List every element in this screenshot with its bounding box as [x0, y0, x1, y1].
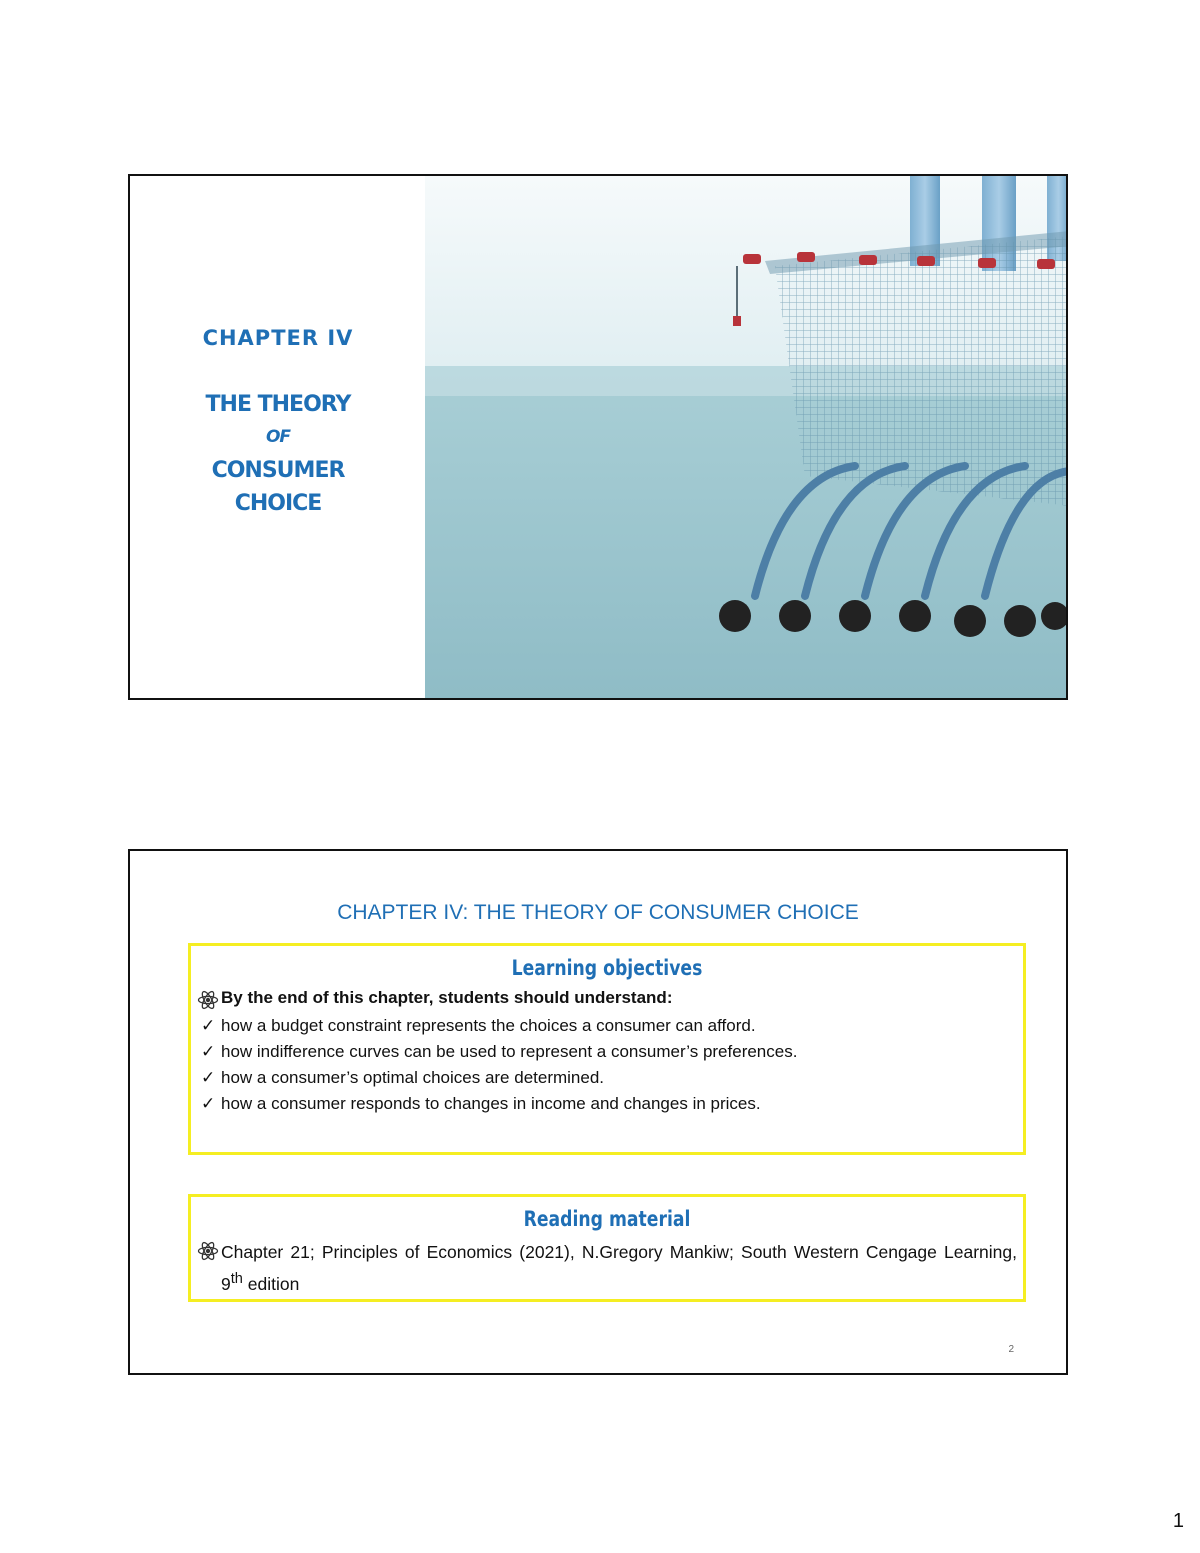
slide-number: 2 [1008, 1344, 1014, 1355]
check-icon: ✓ [201, 1042, 216, 1061]
reading-material-box [188, 1194, 1026, 1302]
learning-objectives-heading: Learning objectives [511, 956, 703, 980]
title-line-3: CONSUMER [211, 458, 345, 483]
intro-row [197, 988, 1017, 1011]
objectives-list [201, 1013, 1017, 1117]
slide-title: CHAPTER IV: THE THEORY OF CONSUMER CHOICE [337, 901, 859, 924]
title-line-1: THE THEORY [205, 392, 351, 417]
title-line-2: OF [265, 427, 291, 447]
check-icon: ✓ [201, 1094, 216, 1113]
list-item: ✓ how a consumer’s optimal choices are determined. [201, 1065, 1017, 1091]
list-item: ✓ how indifference curves can be used to represent a consumer’s preferences. [201, 1039, 1017, 1065]
learning-objectives-box [188, 943, 1026, 1155]
objectives-slide [128, 849, 1068, 1375]
title-slide [128, 174, 1068, 700]
title-line-4: CHOICE [234, 491, 322, 516]
reading-row [197, 1239, 1017, 1298]
reading-text: Chapter 21; Principles of Economics (2021), N.Gregory Mankiw; South Western Cengage Learning, 9th edition [221, 1242, 1017, 1294]
reading-material-heading: Reading material [523, 1207, 691, 1231]
list-item: ✓ how a budget constraint represents the choices a consumer can afford. [201, 1013, 1017, 1039]
shopping-carts-photo [425, 176, 1068, 700]
title-block [130, 326, 426, 520]
page-number: 1 [1172, 1510, 1184, 1532]
objectives-intro: By the end of this chapter, students should understand: [221, 988, 673, 1007]
chapter-label: CHAPTER IV [202, 326, 354, 350]
atom-icon [197, 1240, 219, 1262]
list-item: ✓ how a consumer responds to changes in income and changes in prices. [201, 1091, 1017, 1117]
check-icon: ✓ [201, 1016, 216, 1035]
atom-icon [197, 989, 219, 1011]
check-icon: ✓ [201, 1068, 216, 1087]
